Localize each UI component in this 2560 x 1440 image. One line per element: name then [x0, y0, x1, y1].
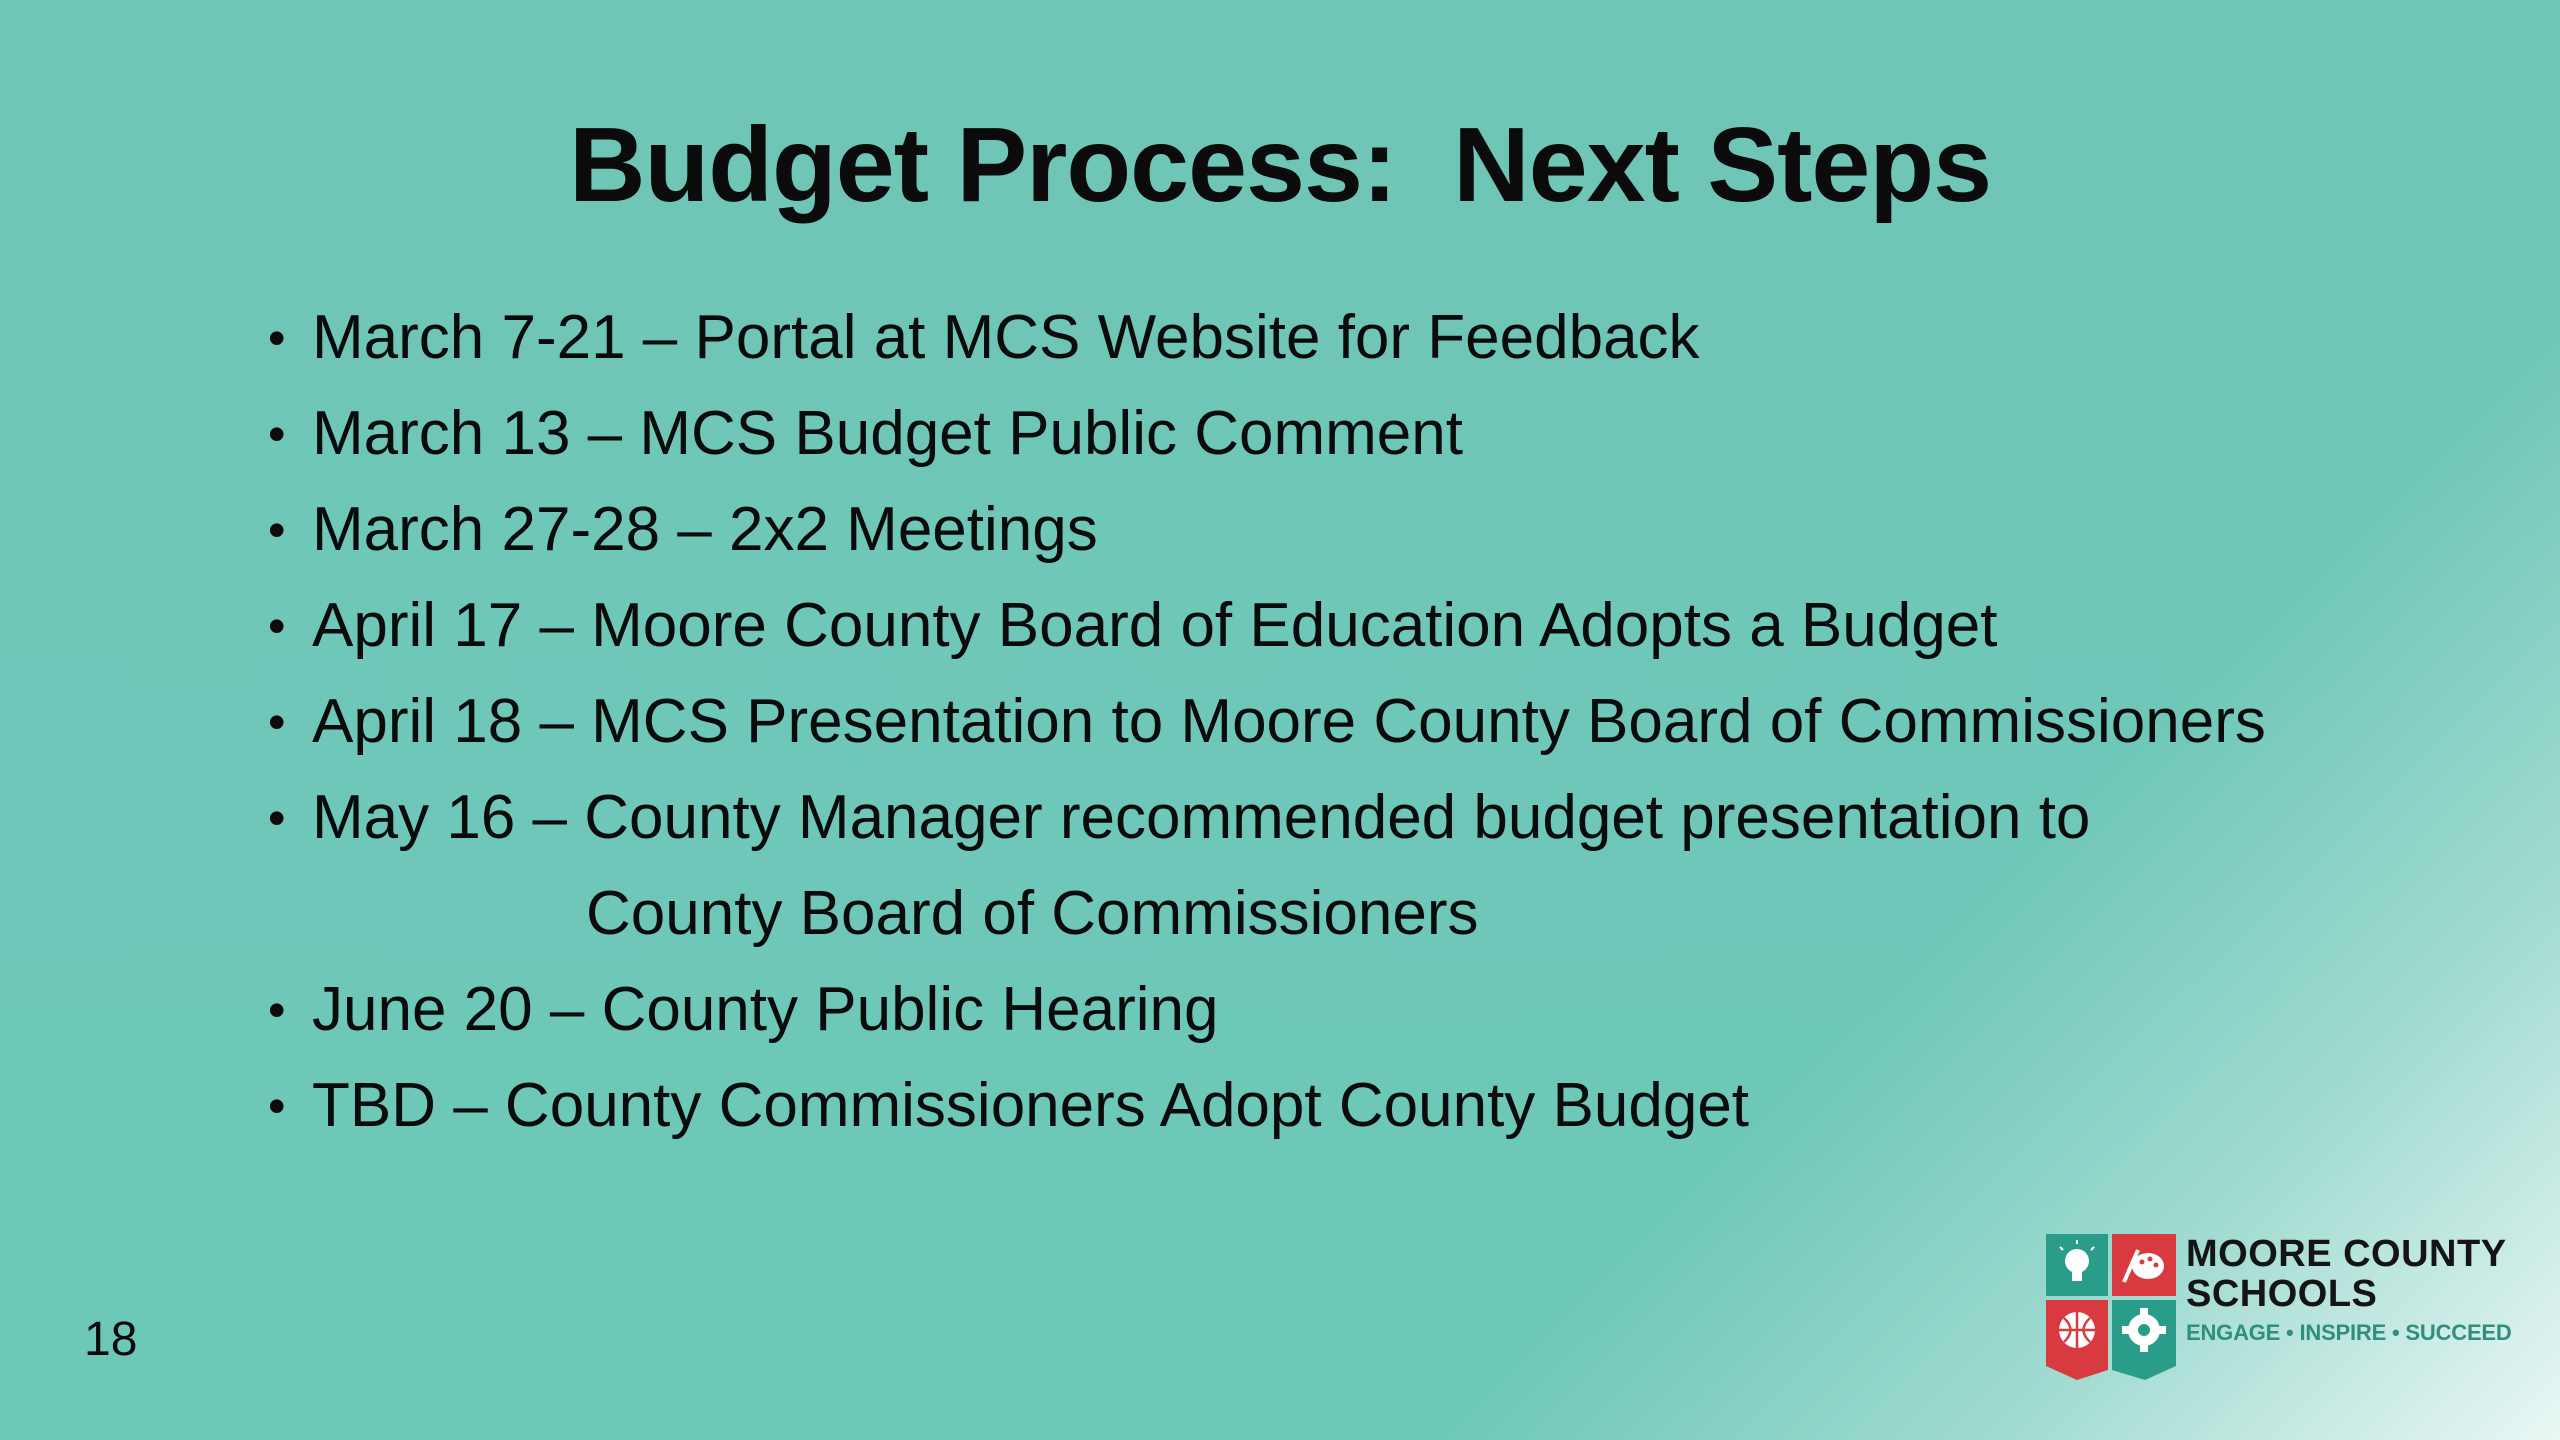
moore-county-schools-logo	[2044, 1232, 2524, 1382]
bullet: •	[268, 310, 286, 366]
bullet: •	[268, 502, 286, 558]
logo-text	[2186, 1234, 2526, 1346]
list-item	[268, 578, 2528, 674]
gear-icon	[2112, 1300, 2176, 1380]
list-item-text: March 27-28 – 2x2 Meetings	[312, 495, 1098, 564]
list-item-text: June 20 – County Public Hearing	[312, 975, 1219, 1044]
bullet: •	[268, 982, 286, 1038]
bullet: •	[268, 790, 286, 846]
list-item-text: May 16 – County Manager recommended budget presentation to	[312, 783, 2091, 852]
basketball-icon	[2046, 1300, 2108, 1380]
bullet: •	[268, 694, 286, 750]
list-item	[268, 962, 2528, 1058]
bullet: •	[268, 598, 286, 654]
list-item	[268, 1058, 2528, 1154]
next-steps-list	[268, 290, 2528, 1154]
list-item-text: April 18 – MCS Presentation to Moore County Board of Commissioners	[312, 687, 2266, 756]
lightbulb-icon	[2046, 1234, 2108, 1296]
list-item-text: March 7-21 – Portal at MCS Website for Feedback	[312, 303, 1700, 372]
logo-shield	[2044, 1232, 2180, 1382]
paintbrush-palette-icon	[2112, 1234, 2176, 1296]
list-item-text: March 13 – MCS Budget Public Comment	[312, 399, 1463, 468]
list-item	[268, 674, 2528, 770]
logo-tagline: ENGAGE • INSPIRE • SUCCEED	[2186, 1320, 2512, 1345]
list-item	[268, 770, 2528, 962]
list-item	[268, 386, 2528, 482]
list-item-text: TBD – County Commissioners Adopt County Budget	[312, 1071, 1750, 1140]
bullet: •	[268, 406, 286, 462]
list-item-continuation: County Board of Commissioners	[586, 879, 1479, 948]
bullet: •	[268, 1078, 286, 1134]
slide-title: Budget Process: Next Steps	[568, 106, 1992, 224]
list-item	[268, 482, 2528, 578]
list-item-text: April 17 – Moore County Board of Education Adopts a Budget	[312, 591, 1998, 660]
list-item	[268, 290, 2528, 386]
logo-name-line1: MOORE COUNTY	[2186, 1233, 2507, 1275]
page-number: 18	[84, 1313, 138, 1366]
logo-name-line2: SCHOOLS	[2186, 1273, 2378, 1315]
